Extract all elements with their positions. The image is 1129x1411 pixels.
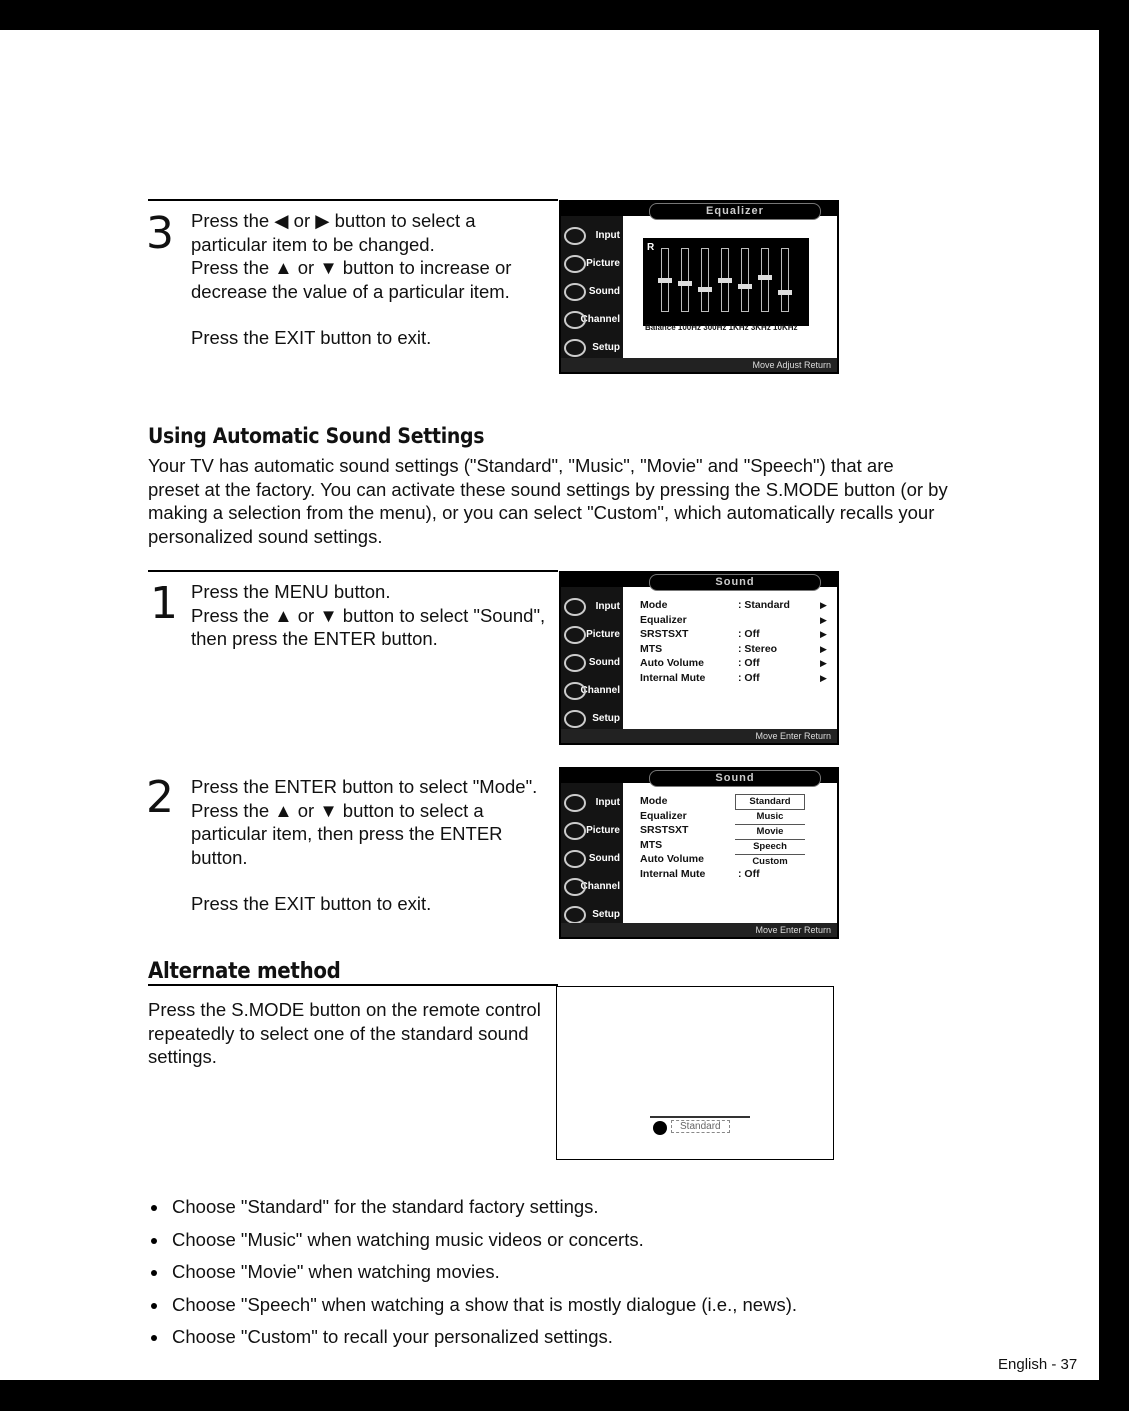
sidebar-item-channel: Channel <box>561 875 623 899</box>
alternate-rule <box>148 984 558 986</box>
menu-label: MTS <box>640 838 663 851</box>
step3-instructions <box>191 209 551 350</box>
list-item: Choose "Standard" for the standard factory settings. <box>148 1195 1048 1228</box>
step3-line: decrease the value of a particular item. <box>191 280 510 302</box>
step2-instructions <box>191 775 553 916</box>
menu-row-auto-volume: Auto Volume : Off ▶ <box>640 657 827 669</box>
step2-line: Press the ENTER button to select "Mode". <box>191 776 538 797</box>
arrow-right-icon: ▶ <box>820 658 827 668</box>
bottom-border-bar <box>0 1380 1129 1411</box>
eq-slider-knob <box>718 278 732 283</box>
screen-sidebar <box>561 216 623 358</box>
screen-title: Sound <box>649 770 821 787</box>
right-border-bar <box>1099 0 1129 1411</box>
sound-menu-labels <box>640 794 740 881</box>
list-item: Choose "Music" when watching music videos or concerts. <box>148 1228 1048 1261</box>
page-number: English - 37 <box>998 1356 1078 1373</box>
arrow-right-icon: ▶ <box>820 629 827 639</box>
eq-slider <box>661 248 669 312</box>
smode-screen <box>556 986 834 1160</box>
sidebar-item-picture: Picture <box>561 623 623 647</box>
section-heading: Using Automatic Sound Settings <box>148 424 485 448</box>
sidebar-item-setup: Setup <box>561 903 623 927</box>
input-icon <box>564 598 586 616</box>
sound-menu-screen <box>559 571 839 745</box>
paragraph-line: personalized sound settings. <box>148 525 383 547</box>
eq-slider-knob <box>778 290 792 295</box>
step3-line: Press the EXIT button to exit. <box>191 327 432 348</box>
screen-title: Equalizer <box>649 203 821 220</box>
picture-icon <box>564 626 586 644</box>
step1-line: Press the ▲ or ▼ button to select "Sound", <box>191 604 546 626</box>
screen-sidebar <box>561 587 623 729</box>
mode-choice-list <box>148 1195 1048 1358</box>
internal-mute-value: : Off <box>738 867 760 880</box>
setup-icon <box>564 710 586 728</box>
eq-slider <box>741 248 749 312</box>
paragraph-line: Your TV has automatic sound settings ("Standard", "Music", "Movie" and "Speech") that are <box>148 455 894 476</box>
arrow-right-icon: ▶ <box>820 643 827 654</box>
step1-line: then press the ENTER button. <box>191 628 438 649</box>
step2-line: Press the ▲ or ▼ button to select a <box>191 799 484 821</box>
input-icon <box>564 227 586 245</box>
list-item: Choose "Movie" when watching movies. <box>148 1260 1048 1293</box>
mode-option-selected: Standard <box>735 794 805 810</box>
step3-line: Press the ◀ or ▶ button to select a <box>191 210 476 231</box>
eq-slider <box>781 248 789 312</box>
step1-rule <box>148 570 558 572</box>
sound-icon <box>653 1121 667 1135</box>
eq-slider <box>701 248 709 312</box>
step3-rule <box>148 199 558 201</box>
screen-sidebar <box>561 783 623 923</box>
step-number: 2 <box>146 772 174 823</box>
sound-icon <box>564 850 586 868</box>
channel-icon <box>564 878 586 896</box>
eq-slider <box>761 248 769 312</box>
menu-label: Auto Volume <box>640 853 704 865</box>
step3-line: Press the ▲ or ▼ button to increase or <box>191 257 512 278</box>
menu-row-srstsxt: SRSTSXT : Off ▶ <box>640 628 827 640</box>
list-item: Choose "Custom" to recall your personalized settings. <box>148 1325 1048 1358</box>
mode-option: Custom <box>752 856 788 867</box>
paragraph-line: making a selection from the menu), or you can select "Custom", which automatically recalls your <box>148 502 935 523</box>
eq-slider-knob <box>738 284 752 289</box>
mode-option: Music <box>735 810 805 825</box>
sidebar-item-picture: Picture <box>561 819 623 843</box>
step2-line: Press the EXIT button to exit. <box>191 893 432 914</box>
setup-icon <box>564 339 586 357</box>
eq-label: R <box>647 242 655 253</box>
sidebar-item-input: Input <box>561 791 623 815</box>
alternate-heading: Alternate method <box>148 959 341 984</box>
eq-frequency-labels: Balance 100Hz 300Hz 1KHz 3KHz 10KHz <box>645 323 798 332</box>
paragraph-line: preset at the factory. You can activate these sound settings by pressing the S.MODE button (or by <box>148 478 948 500</box>
eq-slider-knob <box>698 287 712 292</box>
menu-row-equalizer: Equalizer ▶ <box>640 613 827 626</box>
mode-option: Movie <box>735 825 805 840</box>
sound-icon <box>564 283 586 301</box>
screen-footer: Move Enter Return <box>561 923 837 937</box>
sidebar-item-input: Input <box>561 595 623 619</box>
step1-instructions <box>191 580 556 651</box>
top-border-bar <box>0 0 1129 30</box>
menu-label: SRSTSXT <box>640 824 689 836</box>
step3-line: particular item to be changed. <box>191 233 435 255</box>
eq-slider-knob <box>678 281 692 286</box>
sound-icon <box>564 654 586 672</box>
sidebar-item-channel: Channel <box>561 308 623 332</box>
paragraph-line: Press the S.MODE button on the remote control <box>148 999 541 1020</box>
menu-label: Internal Mute <box>640 867 706 880</box>
arrow-right-icon: ▶ <box>820 600 827 610</box>
sidebar-item-sound: Sound <box>561 847 623 871</box>
sidebar-item-sound: Sound <box>561 280 623 304</box>
channel-icon <box>564 311 586 329</box>
eq-slider <box>721 248 729 312</box>
equalizer-panel <box>643 238 809 326</box>
equalizer-screen <box>559 200 839 374</box>
paragraph-line: repeatedly to select one of the standard sound <box>148 1022 529 1044</box>
sound-menu-list <box>640 598 830 685</box>
arrow-right-icon: ▶ <box>820 614 827 625</box>
eq-slider-knob <box>658 278 672 283</box>
screen-footer: Move Enter Return <box>561 729 837 743</box>
osd-sound-mode: Standard <box>671 1120 730 1133</box>
arrow-right-icon: ▶ <box>820 672 827 683</box>
sidebar-item-input: Input <box>561 224 623 248</box>
paragraph-line: settings. <box>148 1046 217 1067</box>
menu-row-mode: Mode : Standard ▶ <box>640 599 827 611</box>
auto-sound-paragraph <box>148 454 1028 548</box>
sidebar-item-sound: Sound <box>561 651 623 675</box>
picture-icon <box>564 255 586 273</box>
list-item: Choose "Speech" when watching a show that is mostly dialogue (i.e., news). <box>148 1293 1048 1326</box>
menu-label: Equalizer <box>640 809 687 822</box>
setup-icon <box>564 906 586 924</box>
screen-title: Sound <box>649 574 821 591</box>
mode-option: Speech <box>735 840 805 855</box>
menu-row-internal-mute: Internal Mute : Off ▶ <box>640 671 827 684</box>
picture-icon <box>564 822 586 840</box>
sidebar-item-setup: Setup <box>561 707 623 731</box>
sound-mode-screen <box>559 767 839 939</box>
input-icon <box>564 794 586 812</box>
step1-line: Press the MENU button. <box>191 581 391 602</box>
menu-row-mts: MTS : Stereo ▶ <box>640 642 827 655</box>
step-number: 3 <box>146 208 174 259</box>
alternate-paragraph <box>148 998 553 1069</box>
osd-rule <box>650 1116 750 1118</box>
eq-slider-knob <box>758 275 772 280</box>
screen-footer: Move Adjust Return <box>561 358 837 372</box>
step2-line: particular item, then press the ENTER <box>191 823 503 844</box>
step-number: 1 <box>150 578 178 629</box>
step2-line: button. <box>191 846 248 868</box>
sidebar-item-setup: Setup <box>561 336 623 360</box>
sidebar-item-picture: Picture <box>561 252 623 276</box>
menu-label: Mode <box>640 795 668 807</box>
mode-options-dropdown <box>735 794 805 869</box>
sidebar-item-channel: Channel <box>561 679 623 703</box>
channel-icon <box>564 682 586 700</box>
eq-slider <box>681 248 689 312</box>
